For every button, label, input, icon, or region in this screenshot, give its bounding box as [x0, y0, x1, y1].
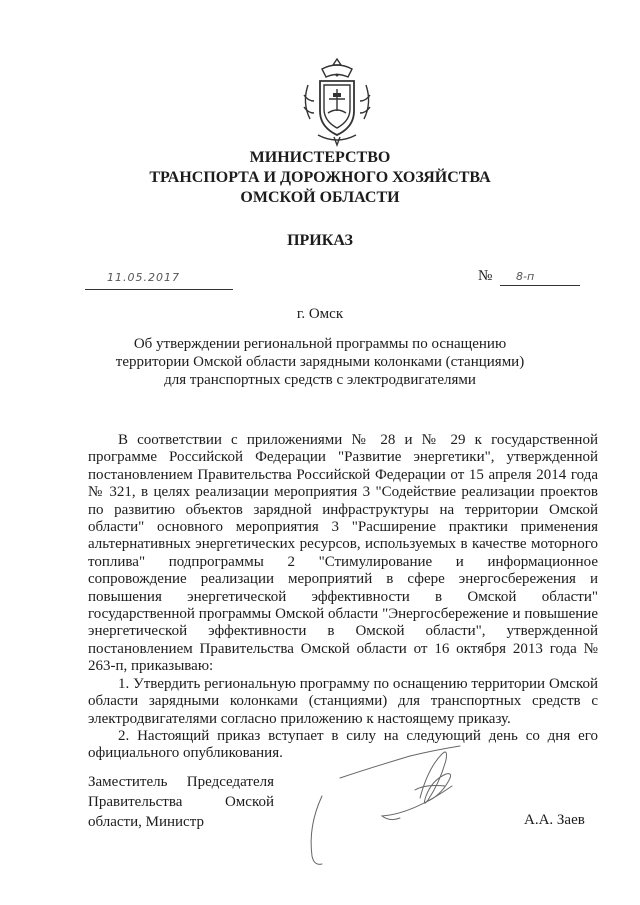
coat-of-arms-emblem: [298, 55, 376, 147]
body-paragraph-item-2: 2. Настоящий приказ вступает в силу на следующий день со дня его официального опубликования.: [88, 727, 598, 762]
city: г. Омск: [296, 306, 344, 322]
order-body: [88, 432, 598, 763]
number-sign: №: [478, 268, 493, 284]
order-subject: Об утверждении региональной программы по оснащению территории Омской области зарядными колонками (станциями) для транспортных средств с электродвигателями: [115, 336, 525, 388]
header-line-ministry: МИНИСТЕРСТВО: [249, 149, 391, 166]
body-paragraph-item-1: 1. Утвердить региональную программу по оснащению территории Омской области зарядными колонками (станциями) для транспортных средств с электродвигателями согласно приложению к настоящему приказу.: [88, 675, 598, 727]
handwritten-signature: [300, 738, 490, 873]
signer-name: А.А. Заев: [524, 812, 585, 828]
number-underline: [500, 285, 580, 286]
signer-line-2: Правительства Омской: [88, 794, 274, 810]
body-paragraph-preamble: В соответствии с приложениями № 28 и № 29 к государственной программе Российской Федерации "Развитие энергетики", утвержденной постановлением Правительства Российской Федерации от 15 апреля 2014 года № 321, в целях реализации мероприятия 3 "Содействие реализации проектов по развитию объектов зарядной инфраструктуры на территории Омской области" основного мероприятия 3 "Расширение практики применения альтернативных энергетических ресурсов, используемых в качестве моторного топлива" подпрограммы 2 "Стимулирование и информационное сопровождение реализации мероприятий в сфере энергосбережения и повышения энергетической эффективности в Омской области" государственной программы Омской области "Энергосбережение и повышение энергетической эффективности в Омской области", утвержденной постановлением Правительства Омской области от 16 октября 2013 года № 263-п, приказываю:: [88, 432, 598, 675]
header-line-region: ОМСКОЙ ОБЛАСТИ: [240, 189, 400, 206]
signer-position: [88, 772, 274, 832]
header-line-department: ТРАНСПОРТА И ДОРОЖНОГО ХОЗЯЙСТВА: [149, 169, 491, 186]
signer-line-3: области, Министр: [88, 814, 204, 830]
order-number: 8-п: [516, 270, 535, 283]
order-date-field: [85, 271, 233, 290]
signer-line-1: Заместитель Председателя: [88, 774, 274, 790]
order-date: 11.05.2017: [107, 271, 180, 284]
order-number-field: [478, 268, 583, 288]
ministry-header: [0, 148, 640, 208]
order-title: ПРИКАЗ: [287, 232, 353, 249]
